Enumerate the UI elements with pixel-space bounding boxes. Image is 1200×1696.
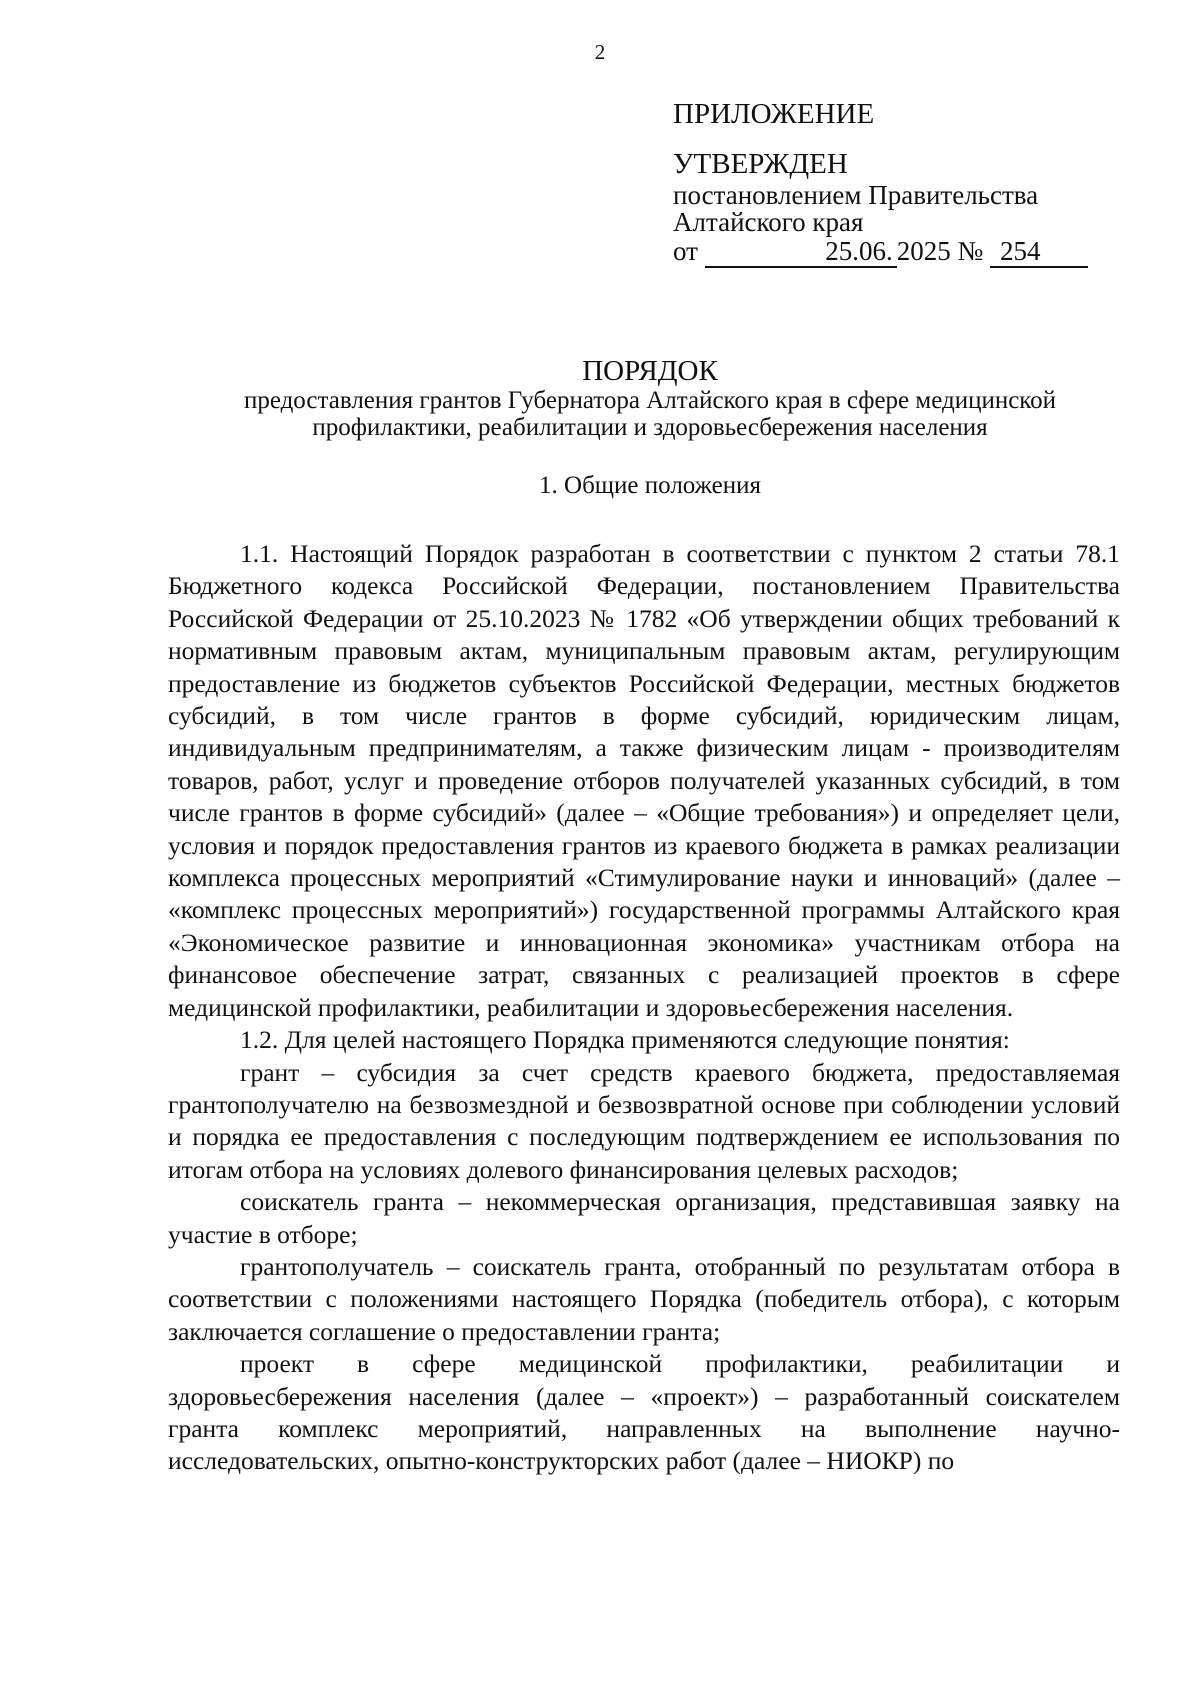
document-title-block (130, 355, 1170, 441)
region-line: Алтайского края (673, 207, 864, 237)
definition-grant: грант – субсидия за счет средств краевого бюджета, предоставляемая грантополучателю на безвозмездной и безвозвратной основе при соблюдении условий и порядка ее предоставления с последующим подтверждением ее использования по итогам отбора на условиях долевого финансирования целевых расходов; (168, 1057, 1120, 1184)
document-subtitle-line-2: профилактики, реабилитации и здоровьесбережения населения (312, 414, 988, 441)
document-date: 25.06. (705, 238, 897, 268)
appendix-label: ПРИЛОЖЕНИЕ (673, 98, 875, 130)
approved-label: УТВЕРЖДЕН (673, 148, 848, 180)
definition-project: проект в сфере медицинской профилактики, реабилитации и здоровьесбережения населения (далее – «проект») – разработанный соискателем гранта комплекс мероприятий, направленных на выполнение научно-исследовательских, опытно-конструкторских работ (далее – НИОКР) по (168, 1349, 1120, 1476)
document-year: 2025 № (896, 236, 984, 266)
definition-grantee: грантополучатель – соискатель гранта, отобранный по результатам отбора в соответствии с положениями настоящего Порядка (победитель отбора), с которым заключается соглашение о предоставлении гранта; (168, 1251, 1120, 1346)
section-heading: 1. Общие положения (539, 472, 761, 499)
date-number-line (673, 236, 1093, 268)
page-number: 2 (594, 40, 606, 64)
approval-block (673, 96, 1093, 268)
approved-by-line: постановлением Правительства (673, 180, 1039, 210)
document-number: 254 (990, 238, 1088, 268)
paragraph-1-1: 1.1. Настоящий Порядок разработан в соответствии с пунктом 2 статьи 78.1 Бюджетного кодекса Российской Федерации, постановлением Правительства Российской Федерации от 25.10.2023 № 1782 «Об утверждении общих требований к нормативным правовым актам, муниципальным правовым актам, регулирующим предоставление из бюджетов субъектов Российской Федерации, местных бюджетов субсидий, в том числе грантов в форме субсидий, юридическим лицам, индивидуальным предпринимателям, а также физическим лицам - производителям товаров, работ, услуг и проведение отборов получателей указанных субсидий, в том числе грантов в форме субсидий» (далее – «Общие требования») и определяет цели, условия и порядок предоставления грантов из краевого бюджета в рамках реализации комплекса процессных мероприятий «Стимулирование науки и инноваций» (далее – «комплекс процессных мероприятий») государственной программы Алтайского края «Экономическое развитие и инновационная экономика» участникам отбора на финансовое обеспечение затрат, связанных с реализацией проектов в сфере медицинской профилактики, реабилитации и здоровьесбережения населения. (168, 539, 1120, 1022)
section-body (168, 538, 1120, 1478)
paragraph-1-2: 1.2. Для целей настоящего Порядка применяются следующие понятия: (240, 1025, 1010, 1055)
from-label: от (673, 236, 698, 266)
document-subtitle-line-1: предоставления грантов Губернатора Алтайского края в сфере медицинской (243, 387, 1057, 414)
document-title: ПОРЯДОК (582, 355, 718, 387)
definition-applicant: соискатель гранта – некоммерческая организация, представившая заявку на участие в отборе; (168, 1187, 1120, 1249)
